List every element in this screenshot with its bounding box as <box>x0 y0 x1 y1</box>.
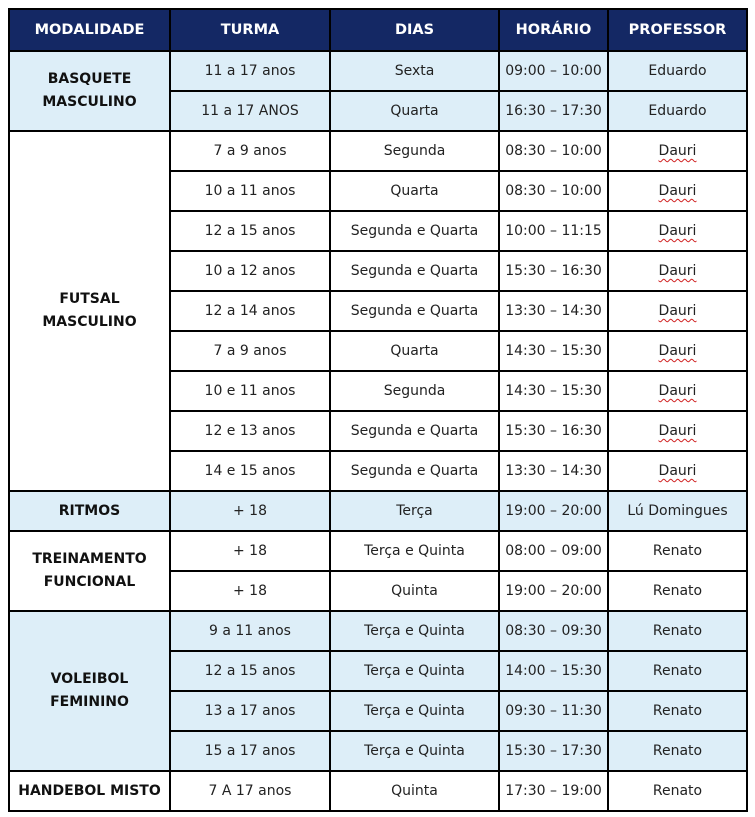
modalidade-label-line1: BASQUETE <box>47 71 132 87</box>
turma-cell: 11 a 17 anos <box>170 51 330 91</box>
dias-cell: Quarta <box>330 331 499 371</box>
dias-cell: Quarta <box>330 171 499 211</box>
professor-name: Dauri <box>658 223 697 239</box>
dias-cell: Terça e Quinta <box>330 651 499 691</box>
turma-cell: + 18 <box>170 531 330 571</box>
horario-cell: 15:30 – 16:30 <box>499 251 608 291</box>
header-professor: PROFESSOR <box>608 9 747 51</box>
professor-name: Dauri <box>658 303 697 319</box>
horario-cell: 08:30 – 09:30 <box>499 611 608 651</box>
modalidade-label-line2: MASCULINO <box>42 314 137 330</box>
modalidade-label-line2: FEMININO <box>50 694 129 710</box>
dias-cell: Segunda e Quarta <box>330 211 499 251</box>
professor-name: Dauri <box>658 383 697 399</box>
turma-cell: 7 A 17 anos <box>170 771 330 811</box>
horario-cell: 14:00 – 15:30 <box>499 651 608 691</box>
modalidade-label-line2: FUNCIONAL <box>43 574 136 590</box>
table-row <box>9 771 747 811</box>
modalidade-label-line1: RITMOS <box>58 502 121 519</box>
professor-name: Dauri <box>658 183 697 199</box>
turma-cell: + 18 <box>170 491 330 531</box>
turma-cell: 12 a 15 anos <box>170 651 330 691</box>
table-row <box>9 491 747 531</box>
header-turma: TURMA <box>170 9 330 51</box>
professor-cell: Renato <box>608 611 747 651</box>
professor-cell: Renato <box>608 571 747 611</box>
dias-cell: Segunda e Quarta <box>330 291 499 331</box>
turma-cell: 12 e 13 anos <box>170 411 330 451</box>
horario-cell: 15:30 – 17:30 <box>499 731 608 771</box>
modalidade-futsal <box>9 131 170 491</box>
modalidade-basquete <box>9 51 170 131</box>
turma-cell: 7 a 9 anos <box>170 331 330 371</box>
dias-cell: Terça e Quinta <box>330 691 499 731</box>
professor-name: Dauri <box>658 263 697 279</box>
table-row <box>9 131 747 171</box>
modalidade-label-line1: TREINAMENTO <box>32 551 147 567</box>
professor-cell: Eduardo <box>608 91 747 131</box>
dias-cell: Segunda e Quarta <box>330 451 499 491</box>
schedule-table <box>8 8 748 812</box>
turma-cell: 9 a 11 anos <box>170 611 330 651</box>
modalidade-label-line1: FUTSAL <box>59 291 120 307</box>
horario-cell: 08:30 – 10:00 <box>499 131 608 171</box>
turma-cell: 14 e 15 anos <box>170 451 330 491</box>
professor-cell: Renato <box>608 651 747 691</box>
turma-cell: 7 a 9 anos <box>170 131 330 171</box>
horario-cell: 09:30 – 11:30 <box>499 691 608 731</box>
dias-cell: Segunda e Quarta <box>330 251 499 291</box>
dias-cell: Sexta <box>330 51 499 91</box>
dias-cell: Terça e Quinta <box>330 611 499 651</box>
professor-cell <box>608 291 747 331</box>
horario-cell: 08:30 – 10:00 <box>499 171 608 211</box>
turma-cell: 12 a 15 anos <box>170 211 330 251</box>
modalidade-ritmos <box>9 491 170 531</box>
professor-cell: Renato <box>608 771 747 811</box>
horario-cell: 14:30 – 15:30 <box>499 331 608 371</box>
modalidade-handebol <box>9 771 170 811</box>
header-modalidade: MODALIDADE <box>9 9 170 51</box>
horario-cell: 14:30 – 15:30 <box>499 371 608 411</box>
turma-cell: 11 a 17 ANOS <box>170 91 330 131</box>
turma-cell: 10 a 11 anos <box>170 171 330 211</box>
horario-cell: 16:30 – 17:30 <box>499 91 608 131</box>
turma-cell: 10 a 12 anos <box>170 251 330 291</box>
dias-cell: Terça e Quinta <box>330 531 499 571</box>
professor-name: Dauri <box>658 343 697 359</box>
modalidade-voleibol <box>9 611 170 771</box>
professor-cell: Renato <box>608 531 747 571</box>
modalidade-label-line1: HANDEBOL MISTO <box>18 782 161 799</box>
professor-cell: Renato <box>608 691 747 731</box>
horario-cell: 13:30 – 14:30 <box>499 451 608 491</box>
dias-cell: Segunda <box>330 371 499 411</box>
turma-cell: 15 a 17 anos <box>170 731 330 771</box>
header-row <box>9 9 747 51</box>
horario-cell: 17:30 – 19:00 <box>499 771 608 811</box>
turma-cell: 10 e 11 anos <box>170 371 330 411</box>
turma-cell: 13 a 17 anos <box>170 691 330 731</box>
professor-cell <box>608 371 747 411</box>
horario-cell: 09:00 – 10:00 <box>499 51 608 91</box>
turma-cell: + 18 <box>170 571 330 611</box>
professor-cell <box>608 171 747 211</box>
professor-name: Dauri <box>658 143 697 159</box>
modalidade-label-line1: VOLEIBOL <box>50 671 129 687</box>
horario-cell: 19:00 – 20:00 <box>499 491 608 531</box>
dias-cell: Segunda e Quarta <box>330 411 499 451</box>
professor-cell <box>608 251 747 291</box>
professor-name: Dauri <box>658 463 697 479</box>
horario-cell: 08:00 – 09:00 <box>499 531 608 571</box>
dias-cell: Quinta <box>330 571 499 611</box>
table-row <box>9 51 747 91</box>
professor-cell: Renato <box>608 731 747 771</box>
dias-cell: Terça <box>330 491 499 531</box>
professor-cell <box>608 411 747 451</box>
professor-cell <box>608 131 747 171</box>
header-horario: HORÁRIO <box>499 9 608 51</box>
turma-cell: 12 a 14 anos <box>170 291 330 331</box>
modalidade-funcional <box>9 531 170 611</box>
professor-cell <box>608 451 747 491</box>
horario-cell: 10:00 – 11:15 <box>499 211 608 251</box>
professor-cell: Lú Domingues <box>608 491 747 531</box>
dias-cell: Segunda <box>330 131 499 171</box>
dias-cell: Terça e Quinta <box>330 731 499 771</box>
professor-cell: Eduardo <box>608 51 747 91</box>
table-row <box>9 611 747 651</box>
professor-name: Dauri <box>658 423 697 439</box>
dias-cell: Quarta <box>330 91 499 131</box>
horario-cell: 15:30 – 16:30 <box>499 411 608 451</box>
dias-cell: Quinta <box>330 771 499 811</box>
horario-cell: 19:00 – 20:00 <box>499 571 608 611</box>
professor-cell <box>608 211 747 251</box>
header-dias: DIAS <box>330 9 499 51</box>
table-row <box>9 531 747 571</box>
modalidade-label-line2: MASCULINO <box>42 94 137 110</box>
professor-cell <box>608 331 747 371</box>
horario-cell: 13:30 – 14:30 <box>499 291 608 331</box>
